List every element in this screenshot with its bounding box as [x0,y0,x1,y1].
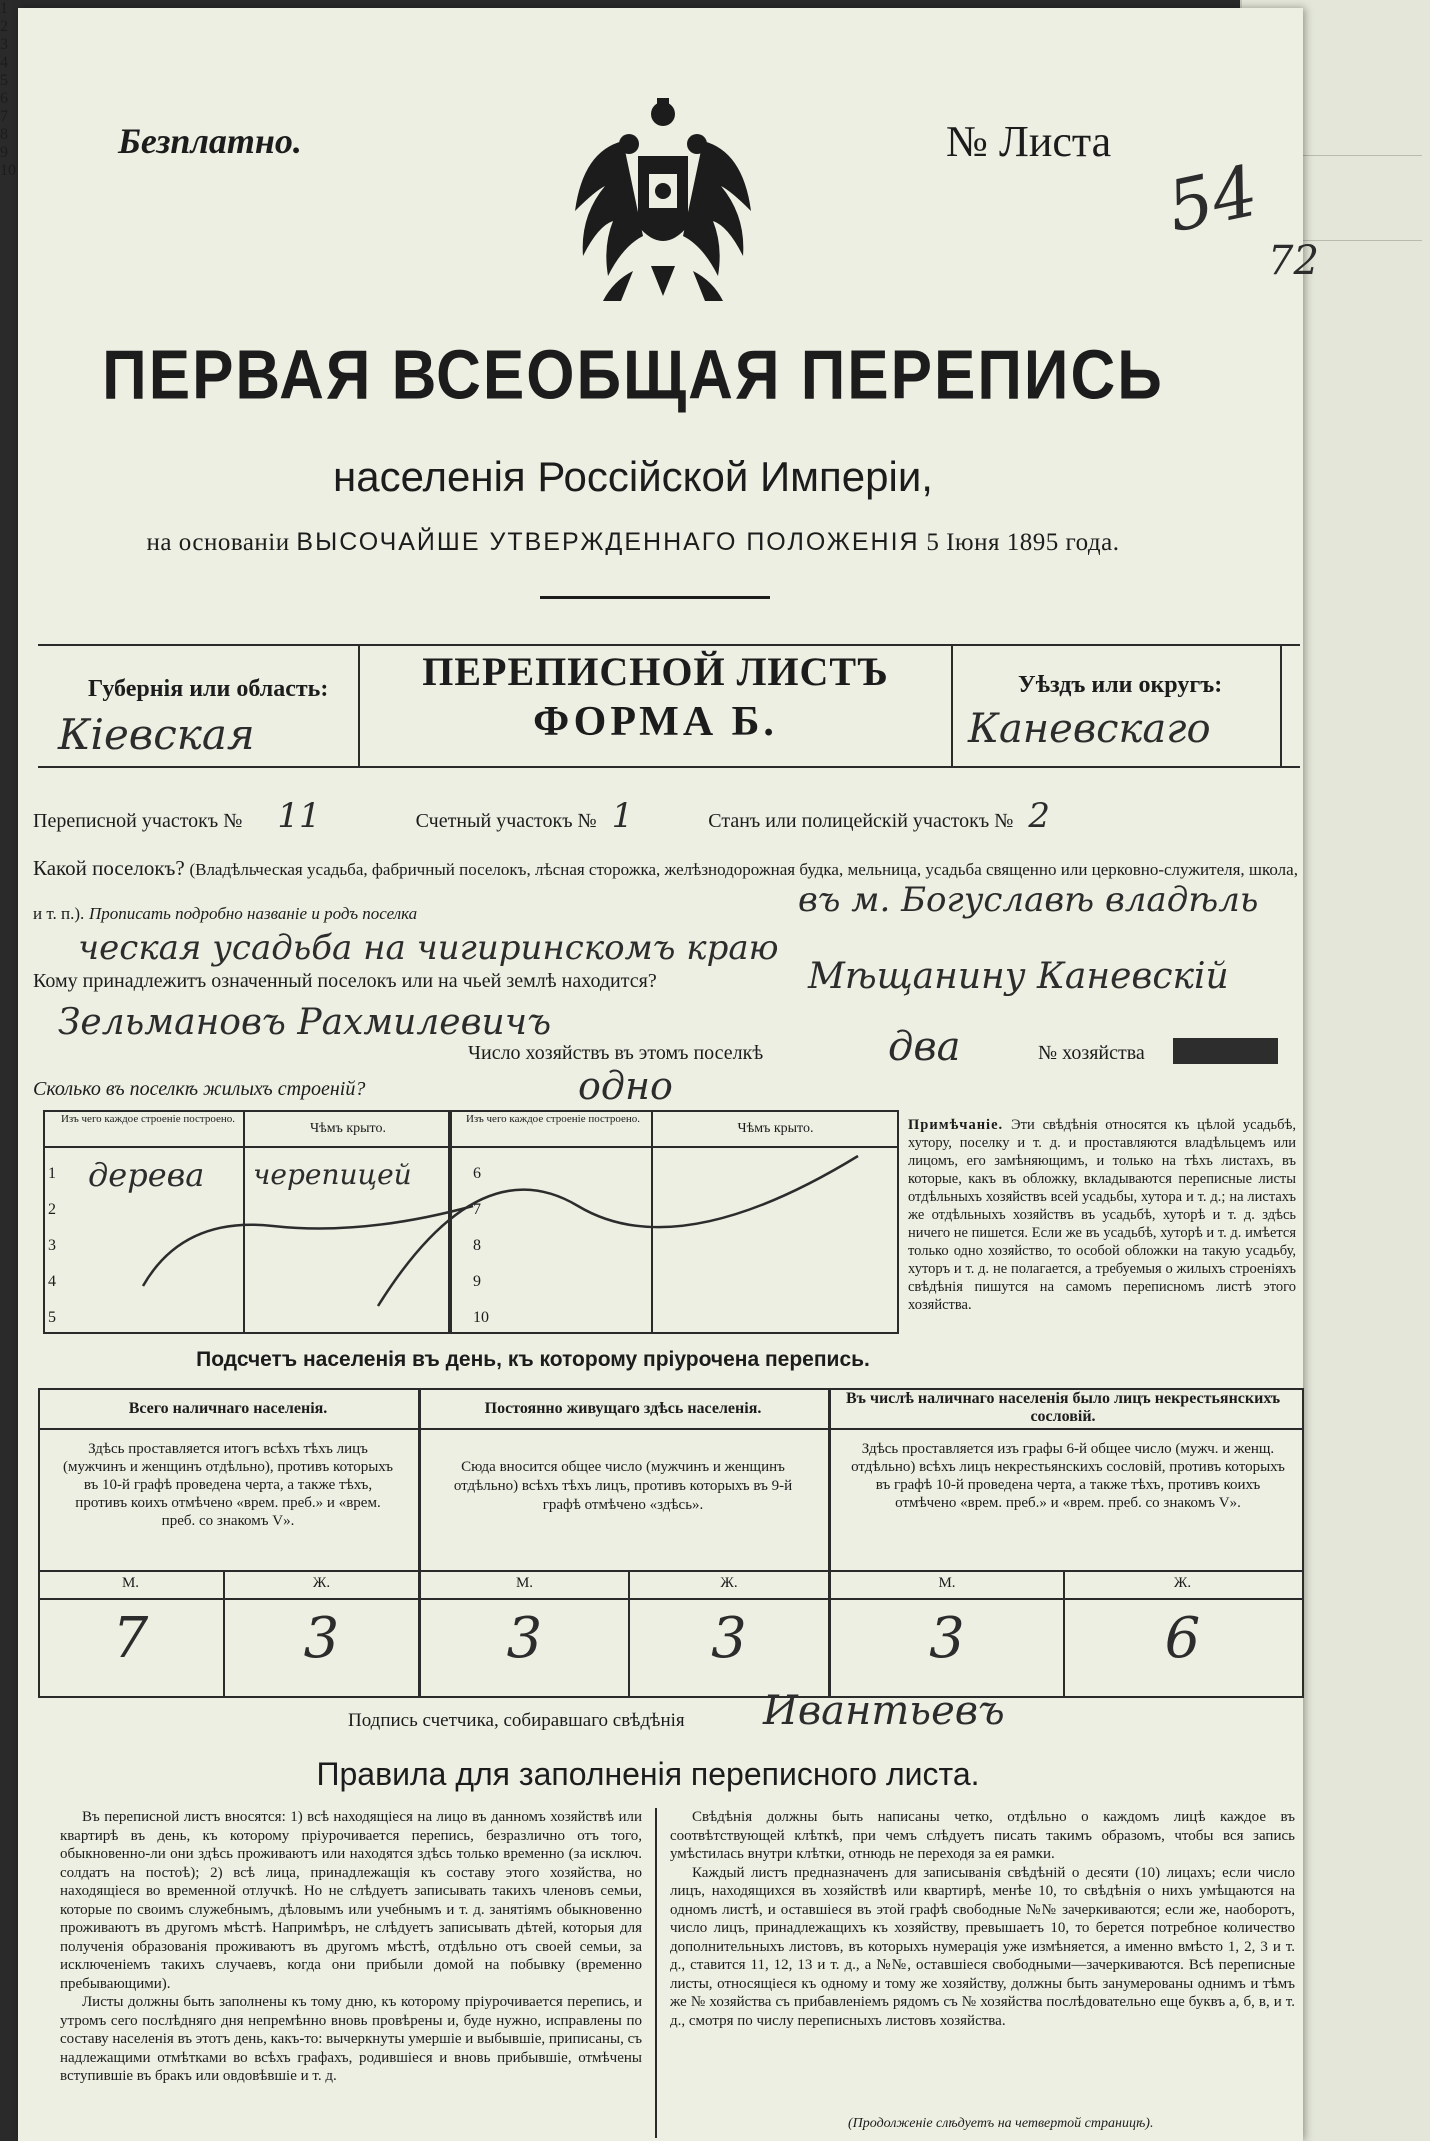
basis-prefix: на основаніи [146,529,290,556]
census-sheet [18,8,1319,2141]
rules-left-paragraph: Въ переписной листъ вносятся: 1) всѣ находящіеся на лицо въ данномъ хозяйствѣ или квартирѣ въ день, къ которому пріурочивается перепись, безразлично отъ того, обыкновенно-ли они здѣсь проживаютъ или находятся здѣсь только временно (за исключ. солдатъ на постоѣ); 2) всѣ лица, принадлежащія къ составу этого хозяйства, но находящіеся во временной отлучкѣ. Но не слѣдуетъ записывать такихъ членовъ семьи, которые по своимъ служебнымъ, дѣловымъ или учебнымъ и т. д. занятіямъ обыкновенно проживаютъ въ другомъ мѣстѣ. Напримѣръ, не слѣдуетъ записывать дѣтей, которыя для полученія образованія проживаютъ въ другомъ мѣстѣ, отдѣльно отъ своей семьи, за исключеніемъ такихъ случаевъ, когда они прибыли домой на побывку (временно пребывающими). [60,1809,642,1992]
owner-value-1: Мѣщанину Каневскій [808,956,1229,997]
sheet-title: ПЕРЕПИСНОЙ ЛИСТЪ [422,649,889,694]
district-label: Уѣздъ или округъ: [1018,672,1223,698]
settlement-label: Какой поселокъ? [33,856,185,880]
male-label: М. [121,1575,140,1591]
basis-suffix: 5 Іюня 1895 года. [926,529,1120,556]
owner-label: Кому принадлежитъ означенный поселокъ или на чьей землѣ находится? [33,970,657,992]
buildings-value: одно [578,1064,673,1108]
female-label: Ж. [312,1575,331,1591]
female-label: Ж. [720,1575,738,1591]
count-col2-text: Сюда вносится общее число (мужчинъ и женщинъ отдѣльно) всѣхъ тѣхъ лицъ, противъ которыхъ въ 9-й графѣ отмѣчено «здѣсь». [453,1459,793,1513]
row-number: 6 [473,1165,481,1182]
census-title: ПЕРВАЯ ВСЕОБЩАЯ ПЕРЕПИСЬ [102,336,1164,415]
underlying-row-number: 6 [0,90,8,107]
underlying-row-number: 7 [0,108,8,125]
form-name: ФОРМА Б. [533,699,778,745]
note-label: Примѣчаніе. [908,1117,1004,1133]
households-value: два [888,1024,961,1070]
underlying-row-number: 10 [0,162,16,179]
row-number: 5 [48,1309,56,1326]
divider [655,1808,657,2138]
female-label: Ж. [1173,1575,1192,1591]
buildings-col-roof-2: Чѣмъ крыто. [737,1121,814,1136]
rules-continued: (Продолженіе слѣдуетъ на четвертой страницѣ). [848,2116,1154,2131]
rules-right-paragraph: Свѣдѣнія должны быть написаны четко, отдѣльно о каждомъ лицѣ каждое въ соотвѣтствующей клѣткѣ, при чемъ слѣдуетъ писать такимъ образомъ, чтобы вся запись умѣстилась внутри клѣтки, отнюдь не переходя за ея рамки. [670,1809,1295,1862]
count-value: 7 [112,1606,149,1671]
sheet-number-value: 54 [1160,149,1265,249]
sheet-number-extra: 72 [1268,238,1319,284]
province-label: Губернія или область: [88,676,329,702]
signature-label: Подпись счетчика, собиравшаго свѣдѣнія [348,1710,685,1731]
male-label: М. [938,1575,956,1591]
row-number: 1 [48,1165,56,1182]
divider [540,596,770,599]
rules-left-column [60,1808,642,2086]
rules-right-column [670,1808,1295,2030]
count-value: 3 [506,1606,543,1671]
row1-material: дерева [88,1156,205,1194]
row-number: 3 [48,1237,56,1254]
count-heading: Подсчетъ населенія въ день, къ которому пріурочена перепись. [196,1348,870,1371]
note-block [908,1116,1296,1314]
divider [1280,644,1282,766]
row-number: 9 [473,1273,481,1290]
buildings-col-material: Изъ чего каждое строеніе построено. [60,1113,236,1125]
row-number: 4 [48,1273,56,1290]
underlying-row-number: 9 [0,144,8,161]
count-value: 6 [1164,1606,1201,1671]
underlying-row-number: 2 [0,18,8,35]
rules-right-paragraph: Каждый листъ предназначенъ для записыванія свѣдѣній о десяти (10) лицахъ; если число лицъ, находящихся въ хозяйствѣ или квартирѣ, менѣе 10, то свѣдѣнія о нихъ умѣщаются на одномъ листѣ, и оставшіеся въ этой графѣ свободные №№ зачеркиваются; если же, наоборотъ, число лицъ, принадлежащихъ къ хозяйству, превышаетъ 10, то берется потребное количество дополнительныхъ листовъ, въ которыхъ нумерація уже измѣняется, а именно вмѣсто 1, 2, 3 и т. д., ставится 11, 12, 13 и т. д., а №№, оставшіеся свободными—зачеркиваются. Всѣ переписные листы, относящіеся къ одному и тому же хозяйству, должны быть занумерованы однимъ и тѣмъ же № хозяйства съ прибавленіемъ рядомъ съ № хозяйства послѣдовательно еще буквъ а, б, в, и т. д., смотря по числу переписныхъ листовъ хозяйства. [670,1864,1295,2029]
household-no-redaction [1173,1038,1278,1064]
row-number: 7 [473,1201,481,1218]
buildings-col-roof: Чѣмъ крыто. [310,1121,386,1136]
settlement-instruction: Прописать подробно названіе и родъ поселка [89,904,418,923]
count-value: 3 [711,1606,747,1671]
count-col3-title: Въ числѣ наличнаго населенія было лицъ некрестьянскихъ сословій. [845,1390,1281,1425]
underlying-row-number: 3 [0,36,8,53]
strike-through-lines [43,1146,897,1332]
count-area-label: Счетный участокъ № [415,810,597,832]
row-number: 8 [473,1237,481,1254]
buildings-col-material-2: Изъ чего каждое строеніе построено. [465,1113,641,1125]
free-label: Безплатно. [118,121,302,161]
row-number: 10 [473,1309,489,1326]
census-area-label: Переписной участокъ № [33,810,243,832]
underlying-row-number: 8 [0,126,8,143]
count-value: 3 [303,1606,340,1671]
male-label: М. [515,1575,534,1591]
count-col1-title: Всего наличнаго населенія. [128,1400,328,1417]
district-value: Каневскаго [968,706,1211,752]
rules-left-paragraph: Листы должны быть заполнены къ тому дню, къ которому пріурочивается перепись, и утромъ сего послѣдняго дня непремѣнно вновь провѣрены и, буде нужно, исправлены по составу населенія въ этотъ день, какъ-то: вычеркнуты умершіе и выбывшіе, приписаны, съ надлежащими отмѣтками во всѣхъ графахъ, родившіеся и вновь прибывшіе, отмѣчены вступившіе въ бракъ или овдовѣвшіе и т. д. [60,1994,643,2084]
rules-heading: Правила для заполненія переписного листа. [316,1756,980,1792]
areas-line [33,796,1303,836]
signature-value: Ивантьевъ [763,1688,1005,1734]
households-label: Число хозяйствъ въ этомъ поселкѣ [468,1042,764,1064]
underlying-row-number: 4 [0,54,8,71]
province-value: Кіевская [58,710,255,759]
basis-caps: ВЫСОЧАЙШЕ УТВЕРЖДЕННАГО ПОЛОЖЕНІЯ [296,528,920,556]
buildings-label: Сколько въ поселкѣ жилыхъ строеній? [33,1078,366,1100]
settlement-hint: (Владѣльческая усадьба, фабричный поселокъ, лѣсная сторожка, желѣзнодорожная будка, мельница, усадьба священно или церковно-служителя, школа, и т. п.). [33,860,1298,923]
settlement-value-1: въ м. Богуславѣ владѣль [798,880,1259,920]
underlying-row-number: 1 [0,0,8,17]
basis-line [18,528,1248,557]
census-subtitle: населенія Россійской Имперіи, [333,453,933,500]
count-col2-title: Постоянно живущаго здѣсь населенія. [484,1400,762,1417]
settlement-value-2: ческая усадьба на чигиринскомъ краю [78,928,779,968]
divider [38,1570,1302,1572]
stan-value: 2 [1028,796,1050,836]
household-no-label: № хозяйства [1038,1042,1145,1064]
count-area-value: 1 [611,796,634,836]
count-col3-text: Здѣсь проставляется изъ графы 6-й общее число (мужч. и женщ. отдѣльно) всѣхъ лицъ некрестьянскихъ сословій, противъ которыхъ въ графѣ 10-й проведена черта, а также тѣхъ, противъ коихъ отмѣчено «врем. преб.» и «врем. преб. со знакомъ V». [851,1441,1285,1511]
divider [38,1598,1302,1600]
row1-roof: черепицей [253,1158,412,1191]
underlying-row-number: 5 [0,72,8,89]
imperial-eagle-icon [563,96,763,326]
count-value: 3 [929,1606,965,1671]
divider [358,644,360,766]
count-col1-text: Здѣсь проставляется итогъ всѣхъ тѣхъ лицъ (мужчинъ и женщинъ отдѣльно), противъ которыхъ въ 10-й графѣ проведена черта, а также тѣхъ, противъ коихъ отмѣчено «врем. преб.» и «врем. преб. со знакомъ V». [63,1441,393,1529]
divider [951,644,953,766]
sheet-number-label: № Листа [946,117,1112,166]
owner-value-2: Зельмановъ Рахмилевичъ [58,1002,552,1043]
row-number: 2 [48,1201,56,1218]
note-text: Эти свѣдѣнія относятся къ цѣлой усадьбѣ, хутору, поселку и т. д. и проставляются владѣльцемъ или лицомъ, его замѣняющимъ, и только на тѣхъ листахъ, въ которые, какъ въ обложку, вкладываются переписные листы отдѣльныхъ хозяйствъ всей усадьбы, хутора и т. д.; на листахъ же отдѣльныхъ хозяйствъ въ усадьбѣ, хуторѣ и т. д. здѣсь ничего не пишется. Если же въ усадьбѣ, хуторѣ и т. д. имѣется только одно хозяйство, то особой обложки на такую усадьбу, хуторъ и т. д. не полагается, а требуемыя о жилыхъ строеніяхъ свѣдѣнія пишутся на самомъ переписномъ листѣ этого хозяйства. [908,1117,1297,1313]
census-area-value: 11 [277,796,321,836]
stan-label: Станъ или полицейскій участокъ № [708,810,1014,832]
divider [38,1428,1302,1430]
